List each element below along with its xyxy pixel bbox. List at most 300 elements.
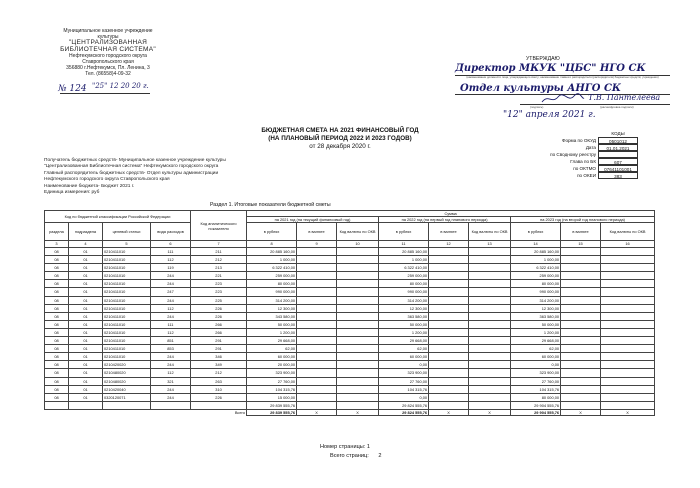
org-line-5: Нефтекумского городского округа bbox=[69, 52, 147, 59]
table-cell-empty bbox=[337, 320, 379, 328]
table-cell-empty bbox=[601, 385, 655, 393]
column-numbers-row bbox=[45, 241, 655, 248]
total-x-3: X bbox=[429, 409, 469, 415]
codes-header: КОДЫ bbox=[611, 131, 625, 136]
code-glava: 607 bbox=[598, 158, 638, 165]
table-cell-empty bbox=[469, 264, 511, 272]
table-cell: 244 bbox=[151, 280, 191, 288]
table-cell-empty bbox=[337, 361, 379, 369]
column-number: 5 bbox=[103, 241, 151, 248]
table-cell-empty bbox=[561, 353, 601, 361]
table-cell-empty bbox=[601, 312, 655, 320]
table-cell-empty bbox=[601, 353, 655, 361]
table-cell: 01 bbox=[69, 320, 103, 328]
table-cell: 104 315,76 bbox=[247, 385, 297, 393]
table-cell-empty bbox=[469, 320, 511, 328]
table-row bbox=[45, 272, 655, 280]
table-cell: 244 bbox=[151, 272, 191, 280]
org-line-4: БИБЛИОТЕЧНАЯ СИСТЕМА" bbox=[60, 45, 156, 53]
table-cell-empty bbox=[337, 248, 379, 256]
table-cell: 343 580,00 bbox=[247, 312, 297, 320]
table-cell: 0,00 bbox=[379, 361, 429, 369]
table-cell-empty bbox=[297, 280, 337, 288]
table-cell-empty bbox=[429, 353, 469, 361]
table-cell: 1 000,00 bbox=[511, 256, 561, 264]
table-cell: 244 bbox=[151, 296, 191, 304]
column-number: 11 bbox=[379, 241, 429, 248]
table-cell: 15 000,00 bbox=[247, 393, 297, 401]
table-cell: 80 000,00 bbox=[379, 280, 429, 288]
table-cell: 0210411010 bbox=[103, 312, 151, 320]
table-cell: 50 000,00 bbox=[379, 320, 429, 328]
table-cell-empty bbox=[297, 304, 337, 312]
table-cell-empty bbox=[469, 369, 511, 377]
document-title bbox=[170, 127, 510, 151]
table-cell-empty bbox=[297, 328, 337, 336]
table-cell-empty bbox=[469, 361, 511, 369]
table-row bbox=[45, 264, 655, 272]
table-cell-empty bbox=[601, 248, 655, 256]
table-cell: 01 bbox=[69, 312, 103, 320]
table-cell: 226 bbox=[191, 393, 247, 401]
table-cell-empty bbox=[429, 328, 469, 336]
table-cell-empty bbox=[561, 288, 601, 296]
table-cell: 08 bbox=[45, 353, 69, 361]
table-cell-empty bbox=[469, 256, 511, 264]
table-cell-empty bbox=[337, 337, 379, 345]
header-sum: Сумма bbox=[247, 211, 655, 217]
table-cell: 60 000,00 bbox=[511, 353, 561, 361]
column-number: 3 bbox=[45, 241, 69, 248]
column-number: 7 bbox=[191, 241, 247, 248]
column-number: 4 bbox=[69, 241, 103, 248]
table-cell-empty bbox=[561, 256, 601, 264]
table-cell-empty bbox=[561, 385, 601, 393]
header-2021: на 2021 год (на текущий финансовый год) bbox=[247, 217, 379, 223]
table-cell: 12 300,00 bbox=[247, 304, 297, 312]
table-cell-empty bbox=[297, 353, 337, 361]
table-cell: 08 bbox=[45, 320, 69, 328]
subheader-cur-2021: в валюте bbox=[297, 223, 337, 241]
table-cell: 0210411010 bbox=[103, 248, 151, 256]
column-number: 14 bbox=[511, 241, 561, 248]
table-row bbox=[45, 385, 655, 393]
table-cell-empty bbox=[469, 272, 511, 280]
label-date: Дата bbox=[585, 145, 596, 150]
table-cell: 212 bbox=[191, 369, 247, 377]
table-cell bbox=[151, 401, 191, 409]
table-cell-empty bbox=[337, 296, 379, 304]
table-cell: 08 bbox=[45, 280, 69, 288]
table-cell: 226 bbox=[191, 312, 247, 320]
column-number: 9 bbox=[297, 241, 337, 248]
table-cell: 0210411010 bbox=[103, 264, 151, 272]
column-number: 10 bbox=[337, 241, 379, 248]
table-cell-empty bbox=[601, 369, 655, 377]
total-pages-value: 2 bbox=[378, 453, 382, 459]
table-cell-empty bbox=[297, 256, 337, 264]
table-cell: 12 300,00 bbox=[379, 304, 429, 312]
table-cell: 314 200,00 bbox=[379, 296, 429, 304]
table-cell-empty bbox=[561, 248, 601, 256]
table-cell-empty bbox=[337, 369, 379, 377]
table-row bbox=[45, 361, 655, 369]
table-cell-empty bbox=[469, 312, 511, 320]
table-cell: 0210411010 bbox=[103, 345, 151, 353]
table-row bbox=[45, 337, 655, 345]
org-line-8: Тел. (86558)4-09-32 bbox=[85, 71, 131, 78]
table-cell: 62,00 bbox=[247, 345, 297, 353]
table-cell: 01 bbox=[69, 272, 103, 280]
table-cell: 50 000,00 bbox=[511, 320, 561, 328]
table-cell-empty bbox=[469, 328, 511, 336]
org-line-1: Муниципальное казенное учреждение bbox=[63, 28, 153, 34]
table-cell: 08 bbox=[45, 361, 69, 369]
table-cell-empty bbox=[561, 328, 601, 336]
approved-label: УТВЕРЖДАЮ bbox=[526, 56, 560, 62]
codes-box bbox=[598, 130, 638, 179]
table-cell-empty bbox=[297, 248, 337, 256]
table-cell-empty bbox=[429, 248, 469, 256]
table-cell: 112 bbox=[151, 256, 191, 264]
subheader-cur-2023: в валюте bbox=[561, 223, 601, 241]
table-cell-empty bbox=[429, 280, 469, 288]
table-cell: 08 bbox=[45, 393, 69, 401]
meta-recipient-2: "Централизованная Библиотечная система" Нефтекумского городского округа bbox=[44, 164, 219, 170]
table-cell-empty bbox=[337, 312, 379, 320]
total-x-1: X bbox=[297, 409, 337, 415]
table-cell: 29 904 555,76 bbox=[511, 401, 561, 409]
table-cell: 29 668,00 bbox=[379, 337, 429, 345]
total-2021: 29 839 555,76 bbox=[247, 409, 297, 415]
table-cell: 08 bbox=[45, 264, 69, 272]
table-cell: 1 000,00 bbox=[247, 256, 297, 264]
table-cell: 1 200,00 bbox=[379, 328, 429, 336]
table-row bbox=[45, 401, 655, 409]
table-cell: 60 000,00 bbox=[247, 353, 297, 361]
table-row bbox=[45, 312, 655, 320]
total-label: Всего bbox=[45, 409, 247, 415]
table-cell: 0,00 bbox=[511, 361, 561, 369]
page-number-value: 1 bbox=[366, 444, 371, 450]
table-cell: 27 760,00 bbox=[511, 377, 561, 385]
table-cell: 213 bbox=[191, 264, 247, 272]
column-number: 13 bbox=[469, 241, 511, 248]
table-row bbox=[45, 248, 655, 256]
table-cell: 111 bbox=[151, 320, 191, 328]
table-row bbox=[45, 280, 655, 288]
table-cell: 01 bbox=[69, 369, 103, 377]
meta-recipient: Получатель бюджетных средств- Муниципальное казенное учреждение культуры bbox=[44, 158, 226, 163]
table-cell-empty bbox=[337, 345, 379, 353]
table-cell: 27 760,00 bbox=[247, 377, 297, 385]
table-cell-empty bbox=[297, 393, 337, 401]
table-cell: 6 322 410,00 bbox=[379, 264, 429, 272]
table-cell-empty bbox=[429, 369, 469, 377]
table-cell-empty bbox=[601, 264, 655, 272]
table-cell: 01 bbox=[69, 345, 103, 353]
table-cell: 20 885 160,00 bbox=[247, 248, 297, 256]
table-cell-empty bbox=[337, 328, 379, 336]
table-cell: 01 bbox=[69, 353, 103, 361]
table-cell: 314 200,00 bbox=[511, 296, 561, 304]
subheader-okv-2023: Код валюты по ОКВ bbox=[601, 223, 655, 241]
table-cell bbox=[191, 401, 247, 409]
table-cell-empty bbox=[337, 377, 379, 385]
table-cell: 29 824 555,76 bbox=[379, 401, 429, 409]
meta-block bbox=[44, 158, 464, 196]
table-cell-empty bbox=[601, 256, 655, 264]
table-cell-empty bbox=[297, 369, 337, 377]
column-number: 6 bbox=[151, 241, 191, 248]
table-cell: 226 bbox=[191, 304, 247, 312]
table-cell-empty bbox=[469, 304, 511, 312]
sig-caption-left: (подпись) bbox=[530, 105, 544, 109]
table-cell-empty bbox=[297, 264, 337, 272]
table-cell: 990 000,00 bbox=[247, 288, 297, 296]
table-cell: 0,00 bbox=[379, 393, 429, 401]
table-cell: 08 bbox=[45, 288, 69, 296]
code-oktmo: 07641101001 bbox=[598, 165, 638, 172]
table-cell: 323 900,00 bbox=[247, 369, 297, 377]
table-cell: 01 bbox=[69, 248, 103, 256]
table-cell: 08 bbox=[45, 328, 69, 336]
table-cell-empty bbox=[561, 320, 601, 328]
table-cell: 20 000,00 bbox=[247, 361, 297, 369]
table-cell: 112 bbox=[151, 369, 191, 377]
table-cell: 08 bbox=[45, 377, 69, 385]
table-cell: 01 bbox=[69, 337, 103, 345]
table-cell: 310 bbox=[191, 385, 247, 393]
table-cell: 08 bbox=[45, 296, 69, 304]
table-row bbox=[45, 288, 655, 296]
subheader-okv-2022: Код валюты по ОКВ bbox=[469, 223, 511, 241]
left-header bbox=[38, 28, 178, 78]
table-cell: 01 bbox=[69, 280, 103, 288]
table-body bbox=[45, 248, 655, 410]
subheader-cur-2022: в валюте bbox=[429, 223, 469, 241]
table-cell-empty bbox=[429, 361, 469, 369]
table-cell-empty bbox=[561, 296, 601, 304]
handwritten-date: "25" 12 20 20 г. bbox=[92, 82, 149, 90]
table-row bbox=[45, 328, 655, 336]
total-pages bbox=[330, 453, 450, 459]
table-cell: 08 bbox=[45, 337, 69, 345]
table-cell: 0210480020 bbox=[103, 377, 151, 385]
header-kbk: Код по бюджетной классификации Российской Федерации bbox=[45, 211, 191, 223]
table-cell: 104 315,76 bbox=[379, 385, 429, 393]
table-cell: 08 bbox=[45, 256, 69, 264]
subheader-section: раздела bbox=[45, 223, 69, 241]
table-cell-empty bbox=[297, 401, 337, 409]
table-cell-empty bbox=[469, 401, 511, 409]
table-cell: 990 000,00 bbox=[511, 288, 561, 296]
table-cell: 266 bbox=[191, 320, 247, 328]
table-cell-empty bbox=[297, 320, 337, 328]
table-cell: 346 bbox=[191, 353, 247, 361]
table-cell-empty bbox=[337, 280, 379, 288]
total-2022: 29 824 555,76 bbox=[379, 409, 429, 415]
table-cell: 0210411010 bbox=[103, 353, 151, 361]
table-cell-empty bbox=[561, 272, 601, 280]
table-cell: 1 200,00 bbox=[511, 328, 561, 336]
table-cell: 80 000,00 bbox=[511, 393, 561, 401]
sig-caption-right: (расшифровка подписи) bbox=[600, 105, 634, 109]
codes-labels bbox=[520, 137, 596, 179]
table-cell-empty bbox=[601, 272, 655, 280]
subheader-target: целевой статьи bbox=[103, 223, 151, 241]
table-cell-empty bbox=[337, 385, 379, 393]
table-cell: 990 000,00 bbox=[379, 288, 429, 296]
table-cell: 111 bbox=[151, 248, 191, 256]
table-cell: 50 000,00 bbox=[247, 320, 297, 328]
table-cell: 29 668,00 bbox=[511, 337, 561, 345]
table-cell bbox=[69, 401, 103, 409]
table-cell: 0210411010 bbox=[103, 337, 151, 345]
table-cell: 01 bbox=[69, 256, 103, 264]
table-cell: 0210411010 bbox=[103, 272, 151, 280]
table-cell: 01 bbox=[69, 361, 103, 369]
table-cell: 244 bbox=[151, 312, 191, 320]
table-cell-empty bbox=[601, 393, 655, 401]
table-cell: 08 bbox=[45, 369, 69, 377]
handwritten-number: № 124 bbox=[58, 84, 87, 94]
table-cell-empty bbox=[337, 304, 379, 312]
table-cell-empty bbox=[429, 296, 469, 304]
table-cell-empty bbox=[601, 288, 655, 296]
table-row bbox=[45, 393, 655, 401]
total-x-2: X bbox=[337, 409, 379, 415]
table-cell: 01 bbox=[69, 385, 103, 393]
table-cell-empty bbox=[601, 361, 655, 369]
table-cell: 6 322 410,00 bbox=[247, 264, 297, 272]
table-cell-empty bbox=[601, 377, 655, 385]
position-caption: (наименование должности лица, утверждающего смету; наименование главного распорядителя (распорядителя) бюджетных средств; учреждения) bbox=[466, 75, 659, 79]
table-cell: 263 bbox=[191, 377, 247, 385]
table-cell: 20 885 160,00 bbox=[379, 248, 429, 256]
table-cell: 0210411010 bbox=[103, 328, 151, 336]
table-cell: 01 bbox=[69, 377, 103, 385]
meta-grbs: Главный распорядитель бюджетных средств- Отдел культуры администрации bbox=[44, 170, 219, 176]
table-cell-empty bbox=[429, 393, 469, 401]
table-cell: 244 bbox=[151, 353, 191, 361]
table-cell: 323 900,00 bbox=[511, 369, 561, 377]
header-analytic: Код аналитического показателя bbox=[191, 211, 247, 241]
table-cell-empty bbox=[337, 288, 379, 296]
table-cell-empty bbox=[337, 401, 379, 409]
table-row bbox=[45, 353, 655, 361]
code-okud: 0501012 bbox=[598, 137, 638, 144]
table-cell: 12 300,00 bbox=[511, 304, 561, 312]
table-cell-empty bbox=[561, 337, 601, 345]
subheader-okv-2021: Код валюты по ОКВ bbox=[337, 223, 379, 241]
table-cell-empty bbox=[561, 345, 601, 353]
table-cell: 349 bbox=[191, 361, 247, 369]
table-cell: 853 bbox=[151, 345, 191, 353]
subheader-rub-2022: в рублях bbox=[379, 223, 429, 241]
table-cell-empty bbox=[429, 264, 469, 272]
subheader-subsection: подраздела bbox=[69, 223, 103, 241]
table-cell-empty bbox=[601, 320, 655, 328]
label-glava: Глава по БК bbox=[570, 159, 596, 164]
table-cell: 62,00 bbox=[511, 345, 561, 353]
table-cell: 259 000,00 bbox=[379, 272, 429, 280]
table-cell-empty bbox=[601, 328, 655, 336]
title-line-3: от 28 декабря 2020 г. bbox=[309, 143, 371, 150]
org-line-7: 356880 г.Нефтекумск, Пл. Ленина, 3 bbox=[66, 65, 150, 72]
table-cell: 08 bbox=[45, 345, 69, 353]
table-cell-empty bbox=[429, 288, 469, 296]
table-cell-empty bbox=[337, 353, 379, 361]
table-cell: 259 000,00 bbox=[511, 272, 561, 280]
table-cell: 0210420040 bbox=[103, 385, 151, 393]
table-row bbox=[45, 369, 655, 377]
table-cell-empty bbox=[429, 304, 469, 312]
table-cell-empty bbox=[601, 337, 655, 345]
org-line-2: культуры bbox=[97, 34, 119, 41]
table-row bbox=[45, 304, 655, 312]
table-cell-empty bbox=[561, 304, 601, 312]
table-cell: 08 bbox=[45, 312, 69, 320]
table-cell: 223 bbox=[191, 288, 247, 296]
table-cell: 60 000,00 bbox=[379, 353, 429, 361]
title-line-1: БЮДЖЕТНАЯ СМЕТА НА 2021 ФИНАНСОВЫЙ ГОД bbox=[261, 127, 419, 134]
label-okei: по ОКЕИ bbox=[577, 173, 596, 178]
table-cell: 291 bbox=[191, 345, 247, 353]
meta-grbs-2: Нефтекумского городского округа Ставропольского края bbox=[44, 177, 170, 183]
meta-budget: Наименование бюджета- Бюджет 2021 г. bbox=[44, 183, 135, 189]
table-row bbox=[45, 256, 655, 264]
page-number-label: Номер страницы: bbox=[320, 444, 366, 450]
total-x-5: X bbox=[561, 409, 601, 415]
label-okud: Форма по ОКУД bbox=[561, 138, 596, 143]
table-row bbox=[45, 320, 655, 328]
label-oktmo: по ОКТМО bbox=[573, 166, 596, 171]
table-cell-empty bbox=[429, 377, 469, 385]
table-cell: 212 bbox=[191, 256, 247, 264]
table-cell: 0210411010 bbox=[103, 280, 151, 288]
table-cell: 80 000,00 bbox=[247, 280, 297, 288]
table-cell: 259 000,00 bbox=[247, 272, 297, 280]
table-row bbox=[45, 296, 655, 304]
table-cell-empty bbox=[429, 320, 469, 328]
table-cell: 221 bbox=[191, 272, 247, 280]
table-cell: 0210411010 bbox=[103, 320, 151, 328]
table-cell-empty bbox=[561, 377, 601, 385]
table-cell: 08 bbox=[45, 248, 69, 256]
table-cell-empty bbox=[297, 312, 337, 320]
table-cell-empty bbox=[601, 296, 655, 304]
code-date: 01.01.2021 bbox=[598, 144, 638, 151]
column-number: 8 bbox=[247, 241, 297, 248]
table-cell-empty bbox=[337, 256, 379, 264]
table-cell-empty bbox=[469, 393, 511, 401]
table-cell-empty bbox=[469, 345, 511, 353]
table-cell-empty bbox=[601, 304, 655, 312]
table-cell-empty bbox=[561, 369, 601, 377]
table-cell: 0210411010 bbox=[103, 288, 151, 296]
table-cell: 6 322 410,00 bbox=[511, 264, 561, 272]
table-cell: 08 bbox=[45, 385, 69, 393]
table-cell: 323 900,00 bbox=[379, 369, 429, 377]
table-cell-empty bbox=[561, 280, 601, 288]
total-2023: 29 904 555,76 bbox=[511, 409, 561, 415]
table-cell-empty bbox=[337, 393, 379, 401]
org-line-3: "ЦЕНТРАЛИЗОВАННАЯ bbox=[68, 39, 148, 47]
table-cell: 01 bbox=[69, 264, 103, 272]
table-cell: 225 bbox=[191, 296, 247, 304]
table-cell-empty bbox=[297, 385, 337, 393]
